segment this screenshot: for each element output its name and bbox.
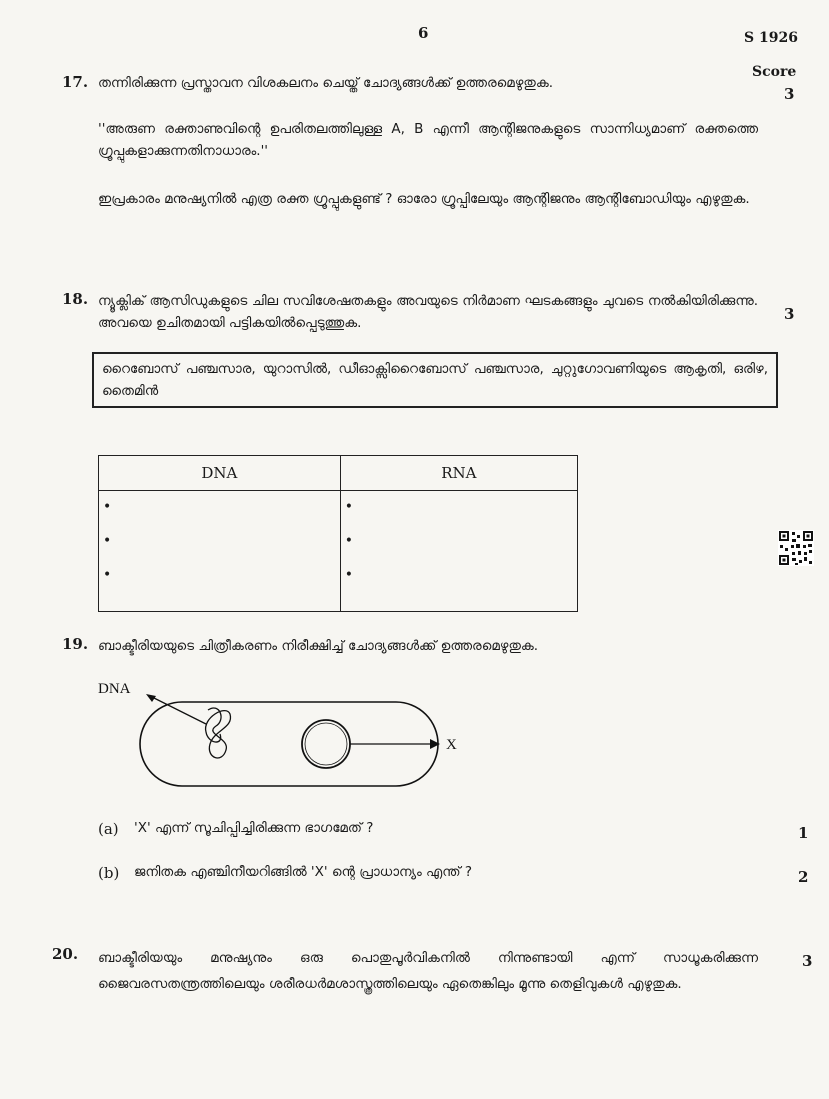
x-label: X xyxy=(446,737,457,753)
rna-bullet-3: • xyxy=(344,567,353,583)
dna-bullet-3: • xyxy=(103,567,112,583)
table-row xyxy=(99,491,578,612)
dna-bullet-1: • xyxy=(103,499,112,515)
table-header-rna: RNA xyxy=(340,456,577,491)
q19a-text: 'X' എന്ന് സൂചിപ്പിച്ചിരിക്കുന്ന ഭാഗമേത് ? xyxy=(134,820,374,836)
q19-number: 19. xyxy=(62,635,89,653)
q20-number: 20. xyxy=(52,945,79,963)
plasmid-x-inner xyxy=(305,723,347,765)
plasmid-x xyxy=(302,720,350,768)
rna-cell xyxy=(340,491,577,612)
q18-number: 18. xyxy=(62,290,89,308)
q17-number: 17. xyxy=(62,73,89,91)
table-header-dna: DNA xyxy=(99,456,341,491)
rna-bullet-1: • xyxy=(344,499,353,515)
dna-cell xyxy=(99,491,341,612)
q19b-score: 2 xyxy=(798,868,809,886)
q19a-score: 1 xyxy=(798,824,809,842)
q18-options-box: റൈബോസ് പഞ്ചസാര, യുറാസിൽ, ഡീഓക്സിറൈബോസ് പഞ്ചസാര, ചുറ്റുഗോവണിയുടെ ആകൃതി, ഒരിഴ, തൈമിൻ xyxy=(92,352,778,408)
q17-score: 3 xyxy=(784,85,795,103)
q19a-label: (a) xyxy=(98,820,119,838)
q17-question: ഇപ്രകാരം മനുഷ്യനിൽ എത്ര രക്ത ഗ്രൂപ്പുകളുണ്ട് ? ഓരോ ഗ്രൂപ്പിലേയും ആന്റിജനും ആന്റിബോഡിയും എഴുതുക. xyxy=(98,191,750,207)
nucleoid-dna xyxy=(206,708,231,758)
q18-instruction: ന്യൂക്ലിക് ആസിഡുകളുടെ ചില സവിശേഷതകളും അവയുടെ നിർമാണ ഘടകങ്ങളും ചുവടെ നൽകിയിരിക്കുന്നു. അവയെ ഉചിതമായി പട്ടികയിൽപ്പെടുത്തുക. xyxy=(98,293,758,331)
bacteria-diagram xyxy=(96,674,476,794)
q17-instruction: തന്നിരിക്കുന്ന പ്രസ്താവന വിശകലനം ചെയ്ത് ചോദ്യങ്ങൾക്ക് ഉത്തരമെഴുതുക. xyxy=(98,75,554,91)
dna-pointer-arrowhead xyxy=(146,694,156,702)
q17-quote: ''അരുണ രക്താണുവിന്റെ ഉപരിതലത്തിലുള്ള A, B എന്നീ ആന്റിജനുകളുടെ സാന്നിധ്യമാണ് രക്തത്തെ ഗ്രൂപ്പുകളാക്കുന്നതിനാധാരം.'' xyxy=(98,121,758,159)
score-heading: Score xyxy=(752,64,797,80)
q19b-text: ജനിതക എഞ്ചിനീയറിങ്ങിൽ 'X' ന്റെ പ്രാധാന്യം എന്ത് ? xyxy=(134,864,473,880)
q20-text: ബാക്ടീരിയയും മനുഷ്യനും ഒരു പൊതുപൂർവികനിൽ നിന്നുണ്ടായി എന്ന് സാധൂകരിക്കുന്ന ജൈവരസതന്ത്രത്തിലെയും ശരീരധർമശാസ്ത്രത്തിലെയും ഏതെങ്കിലും മൂന്നു തെളിവുകൾ എഴുതുക. xyxy=(98,950,758,992)
dna-rna-table xyxy=(98,455,578,612)
dna-label: DNA xyxy=(98,681,131,697)
paper-code: S 1926 xyxy=(744,30,798,46)
qr-code-icon xyxy=(778,530,814,566)
table-header-row xyxy=(99,456,578,491)
dna-bullet-2: • xyxy=(103,533,112,549)
page-number: 6 xyxy=(418,24,429,42)
q20-score: 3 xyxy=(802,952,813,970)
rna-bullet-2: • xyxy=(344,533,353,549)
q19-instruction: ബാക്ടീരിയയുടെ ചിത്രീകരണം നിരീക്ഷിച്ച് ചോദ്യങ്ങൾക്ക് ഉത്തരമെഴുതുക. xyxy=(98,638,539,654)
q18-score: 3 xyxy=(784,305,795,323)
q19b-label: (b) xyxy=(98,864,120,882)
